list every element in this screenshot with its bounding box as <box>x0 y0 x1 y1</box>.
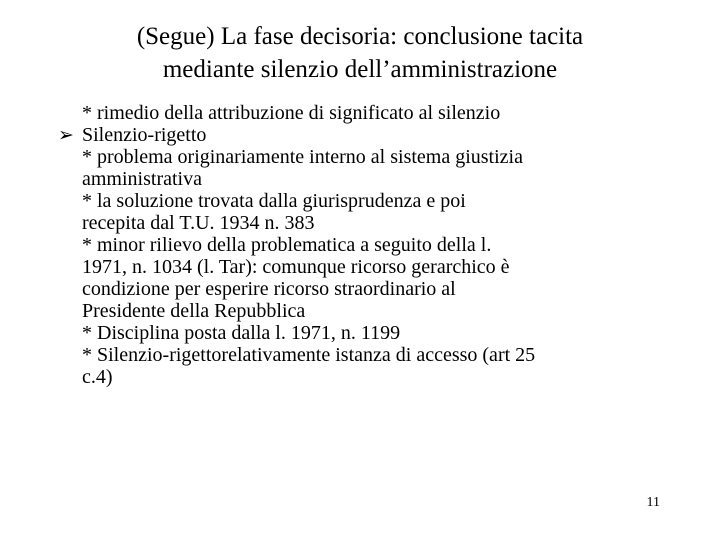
slide-content <box>58 102 698 388</box>
text-line: c.4) <box>82 366 113 388</box>
title-line: mediante silenzio dell’amministrazione <box>162 56 558 83</box>
page-number: 11 <box>646 495 660 510</box>
text-line: * problema originariamente interno al sistema giustizia <box>82 146 523 168</box>
text-line: amministrativa <box>82 168 202 190</box>
text-line: * Silenzio-rigettorelativamente istanza di accesso (art 25 <box>82 344 536 366</box>
text-line: condizione per esperire ricorso straordinario al <box>82 278 456 300</box>
text-line: * Disciplina posta dalla l. 1971, n. 1199 <box>82 322 401 344</box>
title-line: (Segue) La fase decisoria: conclusione tacita <box>136 23 584 50</box>
slide-title <box>40 20 680 86</box>
text-line: 1971, n. 1034 (l. Tar): comunque ricorso gerarchico è <box>82 256 510 278</box>
arrow-bullet-icon: ➢ <box>58 124 74 146</box>
bullet-item-silenzio-rigetto <box>58 124 698 146</box>
text-line: * la soluzione trovata dalla giurisprudenza e poi <box>82 190 466 212</box>
text-line: recepita dal T.U. 1934 n. 383 <box>82 212 315 234</box>
text-line: * minor rilievo della problematica a seguito della l. <box>82 234 492 256</box>
text-line: Presidente della Repubblica <box>82 300 306 322</box>
bullet-item-label: Silenzio-rigetto <box>82 124 207 146</box>
text-line: * rimedio della attribuzione di significato al silenzio <box>82 102 501 124</box>
